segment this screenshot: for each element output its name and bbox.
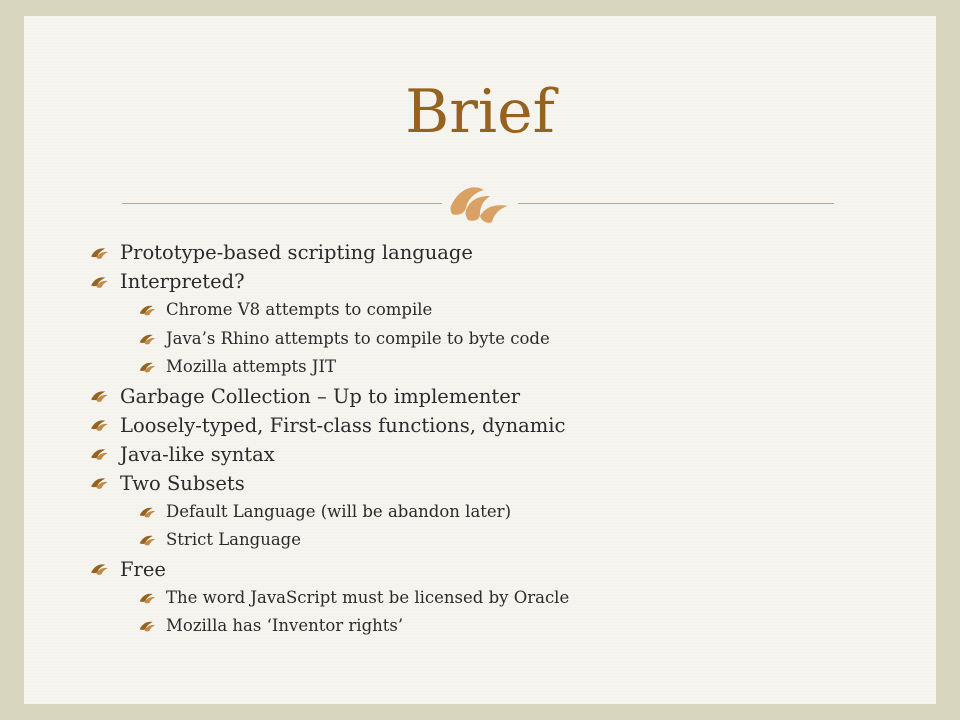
sub-bullet-item <box>88 325 908 354</box>
leaf-bullet-icon <box>88 447 110 461</box>
bullet-item <box>88 555 908 584</box>
ornamental-leaf-icon <box>446 178 514 226</box>
bullet-text: Loosely-typed, First-class functions, dynamic <box>120 413 566 437</box>
leaf-bullet-icon <box>138 534 156 547</box>
leaf-bullet-icon <box>138 361 156 374</box>
bullet-text: Garbage Collection – Up to implementer <box>120 384 521 408</box>
leaf-bullet-icon <box>88 246 110 260</box>
sub-bullet-item <box>88 584 908 613</box>
leaf-bullet-icon <box>138 332 156 345</box>
sub-bullet-item <box>88 498 908 527</box>
sub-bullet-item <box>88 526 908 555</box>
leaf-bullet-icon <box>88 562 110 576</box>
bullet-text: Prototype-based scripting language <box>120 241 473 264</box>
divider-right <box>518 203 834 204</box>
leaf-bullet-icon <box>138 591 156 604</box>
bullet-text: Mozilla has ‘Inventor rights’ <box>166 616 404 635</box>
slide-title: Brief <box>405 77 555 147</box>
bullet-text: Two Subsets <box>120 471 245 495</box>
bullet-text: Chrome V8 attempts to compile <box>166 300 433 319</box>
sub-bullet-item <box>88 296 908 325</box>
bullet-text: Interpreted? <box>120 270 245 293</box>
bullet-text: Java-like syntax <box>120 442 275 466</box>
bullet-item <box>88 267 908 296</box>
bullet-text: Java’s Rhino attempts to compile to byte code <box>166 328 550 348</box>
leaf-bullet-icon <box>138 304 156 317</box>
bullet-item <box>88 411 908 440</box>
bullet-text: Default Language (will be abandon later) <box>166 501 512 521</box>
leaf-bullet-icon <box>88 476 110 490</box>
sub-bullet-item <box>88 612 908 641</box>
bullet-item <box>88 469 908 498</box>
bullet-item <box>88 440 908 469</box>
leaf-bullet-icon <box>88 418 110 432</box>
leaf-bullet-icon <box>88 389 110 403</box>
leaf-bullet-icon <box>88 275 110 289</box>
leaf-bullet-icon <box>138 505 156 518</box>
bullet-text: Free <box>120 557 166 581</box>
bullet-text: The word JavaScript must be licensed by Oracle <box>166 587 570 607</box>
sub-bullet-item <box>88 353 908 382</box>
bullet-item <box>88 238 908 267</box>
bullet-list <box>88 238 908 641</box>
divider-left <box>122 203 442 204</box>
bullet-item <box>88 382 908 411</box>
bullet-text: Strict Language <box>166 530 301 549</box>
bullet-text: Mozilla attempts JIT <box>166 357 336 376</box>
leaf-bullet-icon <box>138 620 156 633</box>
